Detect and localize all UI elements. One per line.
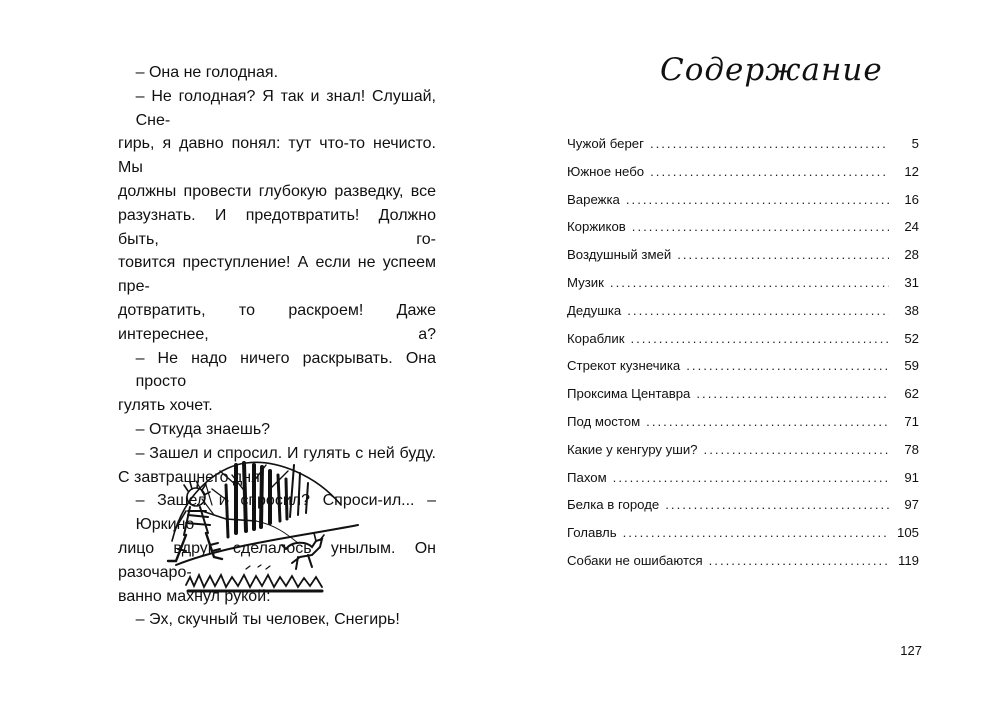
toc-entry[interactable] [567,442,919,470]
toc-entry[interactable] [567,358,919,386]
toc-entry-page: 97 [904,497,919,513]
prose-line: – Зашел и спросил? Спроси-ил... – Юркино [135,492,436,534]
prose-line: – Откуда знаешь? [135,420,271,438]
prose-line: дотвратить, то раскроем! Даже интереснее, а? [118,301,436,343]
toc-leader-dots [613,470,889,485]
page-number: 127 [900,643,922,658]
toc-entry-page: 28 [904,247,919,263]
toc-entry-title: Музик [567,274,604,290]
toc-entry-title: Пахом [567,469,607,485]
toc-leader-dots [686,358,889,373]
toc-entry-title: Южное небо [567,163,645,179]
toc-entry-title: Белка в городе [567,497,660,513]
toc-entry-page: 119 [897,552,919,568]
toc-entry-page: 105 [896,525,919,541]
toc-entry[interactable] [567,470,919,498]
prose-line: товится преступление! А если не успеем пре- [118,254,436,296]
toc-leader-dots [696,386,889,401]
toc-entry-page: 5 [911,136,919,151]
toc-entry-page: 62 [904,386,919,402]
toc-entry-page: 31 [904,274,919,290]
toc-entry-title: Проксима Центавра [567,386,691,402]
toc-entry[interactable] [567,386,919,414]
prose-line: гирь, я давно понял: тут что-то нечисто. Мы [118,135,436,177]
toc-entry-title: Коржиков [567,219,626,235]
toc-leader-dots [610,275,889,290]
toc-entry-title: Воздушный змей [567,247,672,263]
toc-entry[interactable] [567,192,919,220]
toc-entry[interactable] [567,331,919,359]
toc-entry-page: 78 [904,441,919,457]
prose-line: ванно махнул рукой: [118,587,271,605]
toc-leader-dots [632,219,889,234]
toc-leader-dots [646,414,889,429]
toc-entry[interactable] [567,497,919,525]
toc-entry[interactable] [567,219,919,247]
toc-entry-page: 12 [904,163,919,179]
toc-leader-dots [626,192,889,207]
toc-entry-page: 71 [904,413,919,429]
toc-leader-dots [704,442,889,457]
toc-entry-page: 91 [904,469,919,485]
toc-entry[interactable] [567,553,919,581]
prose-line: должны провести глубокую разведку, все [118,182,436,200]
boy-walking-dog-illustration [166,445,362,605]
toc-entry-title: Варежка [567,191,620,207]
prose-line: – Эх, скучный ты человек, Снегирь! [135,611,400,629]
toc-leader-dots [650,164,889,179]
toc-leader-dots [665,497,889,512]
toc-entry[interactable] [567,303,919,331]
toc-entry-page: 24 [904,219,919,235]
toc-entry-title: Стрекот кузнечика [567,358,681,374]
prose-line: лицо вдруг сделалось унылым. Он разочаро- [118,539,436,581]
toc-entry-page: 16 [904,191,919,207]
toc-leader-dots [650,136,889,151]
prose-line: – Зашел и спросил. И гулять с ней буду. [135,444,436,462]
toc-entry[interactable] [567,164,919,192]
prose-line: С завтрашнего дня. [118,468,265,486]
toc-leader-dots [623,525,889,540]
toc-entry[interactable] [567,275,919,303]
right-page [500,0,1001,715]
toc-entry-title: Кораблик [567,330,625,346]
table-of-contents [567,136,919,581]
toc-entry[interactable] [567,136,919,164]
toc-entry-title: Под мостом [567,413,641,429]
toc-entry-title: Какие у кенгуру уши? [567,441,698,457]
toc-entry-page: 52 [904,330,919,346]
prose-line: гулять хочет. [118,397,213,415]
prose-line: – Не голодная? Я так и знал! Слушай, Сне- [135,87,436,129]
toc-entry-title: Голавль [567,525,617,541]
toc-leader-dots [709,553,889,568]
prose-line: – Она не голодная. [135,64,279,81]
left-page [0,0,500,715]
toc-entry[interactable] [567,414,919,442]
contents-heading: Содержание [660,52,883,88]
toc-entry-page: 38 [904,302,919,318]
toc-entry-title: Собаки не ошибаются [567,552,703,568]
toc-entry[interactable] [567,525,919,553]
toc-leader-dots [627,303,889,318]
toc-leader-dots [630,331,889,346]
toc-entry[interactable] [567,247,919,275]
prose-line: – Не надо ничего раскрывать. Она просто [135,349,436,391]
toc-leader-dots [677,247,889,262]
toc-entry-title: Чужой берег [567,136,644,151]
prose-line: разузнать. И предотвратить! Должно быть, го- [118,206,436,248]
toc-entry-title: Дедушка [567,302,622,318]
toc-entry-page: 59 [904,358,919,374]
